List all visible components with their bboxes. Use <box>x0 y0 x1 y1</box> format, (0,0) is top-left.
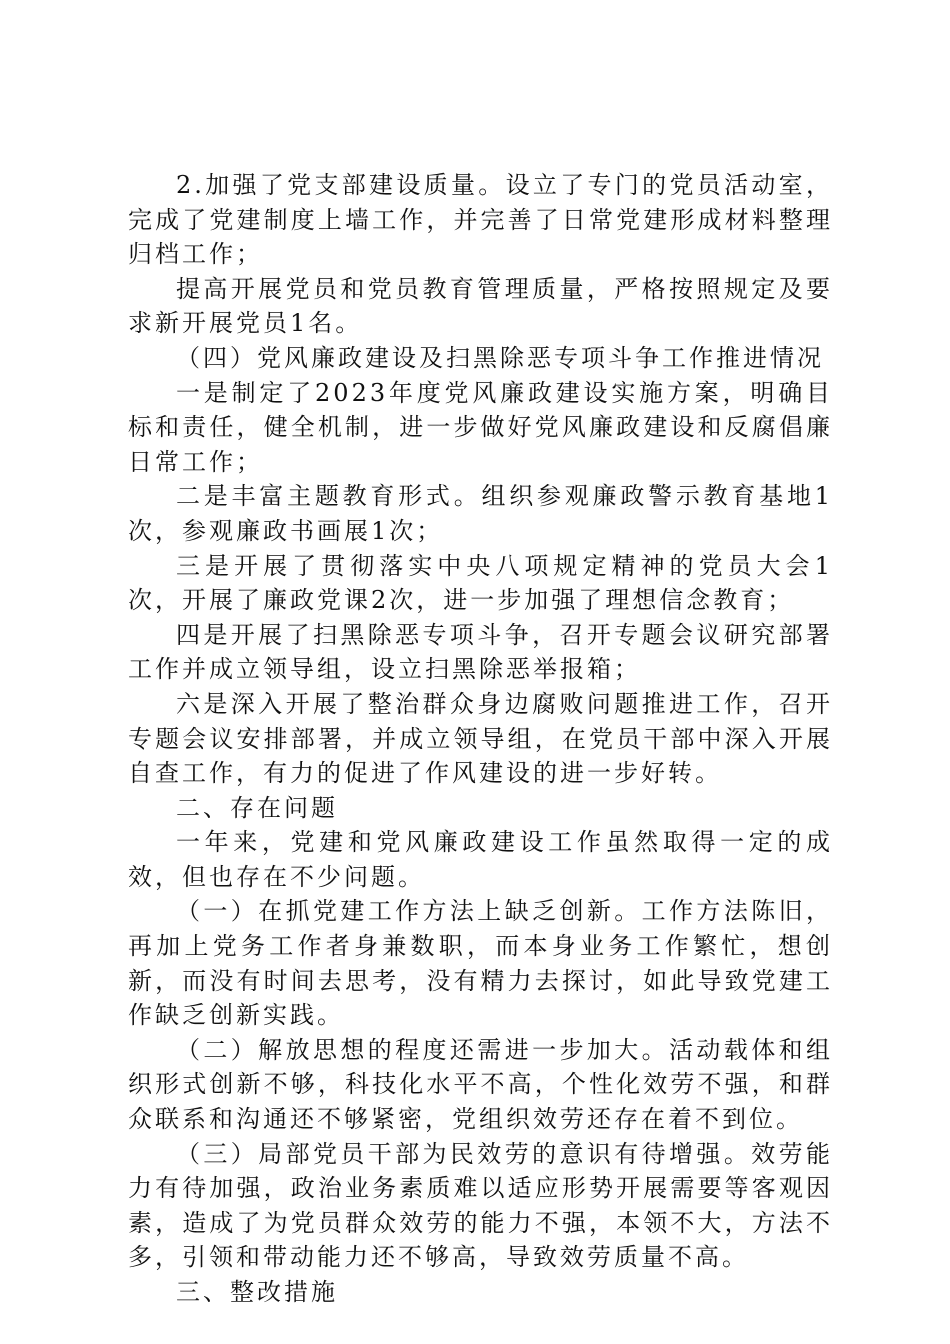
paragraph-branch-construction: 2.加强了党支部建设质量。设立了专门的党员活动室，完成了党建制度上墙工作，并完善了日常党建形成材料整理归档工作； <box>128 171 833 269</box>
section-heading-four: （四）党风廉政建设及扫黑除恶专项斗争工作推进情况 <box>176 343 824 372</box>
section-heading-problems: 二、存在问题 <box>176 793 338 822</box>
section-heading-measures: 三、整改措施 <box>176 1278 338 1306</box>
paragraph-item-two: 二是丰富主题教育形式。组织参观廉政警示教育基地1次，参观廉政书画展1次； <box>128 482 833 545</box>
paragraph-item-one: 一是制定了2023年度党风廉政建设实施方案，明确目标和责任，健全机制，进一步做好党风廉政建设和反腐倡廉日常工作； <box>128 378 833 476</box>
document-body <box>128 168 833 1310</box>
paragraph-problem-two: （二）解放思想的程度还需进一步加大。活动载体和组织形式创新不够，科技化水平不高，个性化效劳不强，和群众联系和沟通还不够紧密，党组织效劳还存在着不到位。 <box>128 1035 833 1134</box>
paragraph-problems-intro: 一年来，党建和党风廉政建设工作虽然取得一定的成效，但也存在不少问题。 <box>128 828 833 891</box>
paragraph-problem-three: （三）局部党员干部为民效劳的意识有待增强。效劳能力有待加强，政治业务素质难以适应形势开展需要等客观因素，造成了为党员群众效劳的能力不强，本领不大，方法不多，引领和带动能力还不够高，导致效劳质量不高。 <box>128 1139 833 1272</box>
paragraph-item-three: 三是开展了贯彻落实中央八项规定精神的党员大会1次，开展了廉政党课2次，进一步加强了理想信念教育； <box>128 551 833 615</box>
paragraph-item-six: 六是深入开展了整治群众身边腐败问题推进工作，召开专题会议安排部署，并成立领导组，在党员干部中深入开展自查工作，有力的促进了作风建设的进一步好转。 <box>128 689 833 788</box>
paragraph-item-four: 四是开展了扫黑除恶专项斗争，召开专题会议研究部署工作并成立领导组，设立扫黑除恶举报箱； <box>128 620 833 684</box>
paragraph-member-development: 提高开展党员和党员教育管理质量，严格按照规定及要求新开展党员1名。 <box>128 274 833 338</box>
paragraph-problem-one: （一）在抓党建工作方法上缺乏创新。工作方法陈旧，再加上党务工作者身兼数职，而本身业务工作繁忙，想创新，而没有时间去思考，没有精力去探讨，如此导致党建工作缺乏创新实践。 <box>128 897 833 1030</box>
